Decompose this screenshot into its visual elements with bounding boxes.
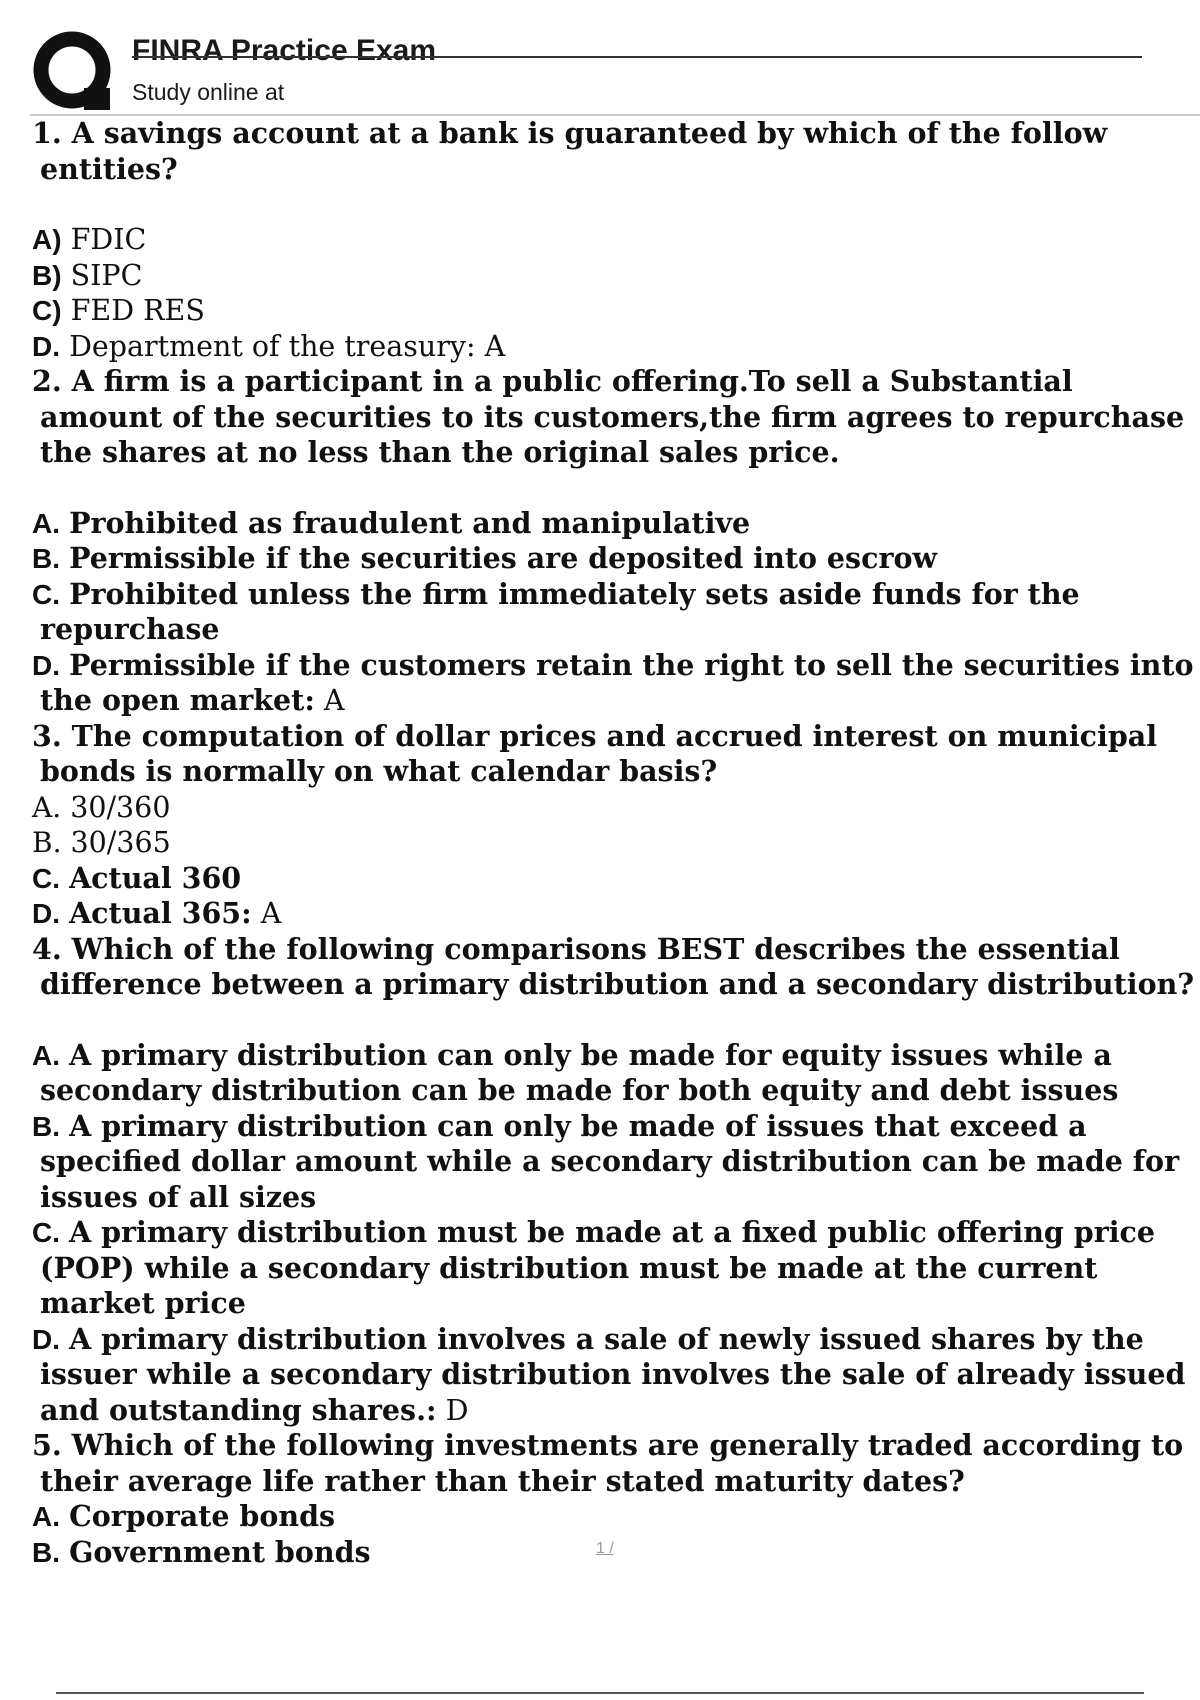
question-2-option-a: A. Prohibited as fraudulent and manipulative (32, 505, 751, 540)
question-5-option-b: B. Government bonds (32, 1534, 371, 1569)
question-5-option-a: A. Corporate bonds (32, 1499, 336, 1533)
footer-divider (56, 1692, 1144, 1694)
header-divider (132, 56, 1142, 58)
question-2-option-d: D. Permissible if the customers retain the right to sell the securities into the open market: A (32, 647, 1194, 717)
question-4-answer: D (445, 1393, 469, 1427)
question-2: 2. A firm is a participant in a public offering.To sell a Substantial amount of the securities to its customers,the firm agrees to repurchase the shares at no less than the original sales price. (32, 364, 1185, 469)
exam-content (32, 116, 1200, 1570)
question-4-option-b: B. A primary distribution can only be made of issues that exceed a specified dollar amount while a secondary distribution can be made for issues of all sizes (32, 1108, 1180, 1214)
question-2-answer: A (323, 684, 345, 717)
question-3-option-b: B. 30/365 (32, 826, 171, 859)
question-1-option-b: B) SIPC (32, 258, 143, 292)
question-1-option-d: D. Department of the treasury: A (32, 329, 506, 363)
question-4: 4. Which of the following comparisons BEST describes the essential difference between a primary distribution and a secondary distribution? (32, 931, 1195, 1001)
question-1-option-a: A) FDIC (32, 223, 147, 256)
page-number: 1 / (596, 1540, 614, 1557)
question-2-option-b: B. Permissible if the securities are deposited into escrow (32, 541, 938, 575)
question-3-option-a: A. 30/360 (32, 790, 171, 824)
question-4-option-c: C. A primary distribution must be made at a fixed public offering price (POP) while a secondary distribution must be made at the current market price (32, 1215, 1156, 1320)
study-online-label: Study online at (132, 79, 285, 105)
question-1-option-c: C) FED RES (32, 294, 205, 327)
question-1-answer: A (484, 329, 506, 363)
page-header (0, 0, 1200, 118)
question-3: 3. The computation of dollar prices and accrued interest on municipal bonds is normally on what calendar basis? (32, 718, 1158, 788)
question-4-option-a: A. A primary distribution can only be made for equity issues while a secondary distribution can be made for both equity and debt issues (32, 1037, 1119, 1107)
question-3-option-d: D. Actual 365: A (32, 896, 282, 930)
question-3-option-c: C. Actual 360 (32, 860, 242, 895)
question-4-option-d: D. A primary distribution involves a sale of newly issued shares by the issuer while a secondary distribution involves the sale of already issued and outstanding shares.: D (32, 1321, 1186, 1427)
question-3-answer: A (260, 897, 282, 930)
exam-title: FINRA Practice Exam (132, 34, 437, 67)
question-2-option-c: C. Prohibited unless the firm immediately sets aside funds for the repurchase (32, 576, 1080, 646)
quizlet-logo-icon (32, 30, 116, 114)
question-5: 5. Which of the following investments are generally traded according to their average life rather than their stated maturity dates? (32, 1428, 1184, 1498)
question-1: 1. A savings account at a bank is guaranteed by which of the follow entities? (32, 116, 1108, 186)
